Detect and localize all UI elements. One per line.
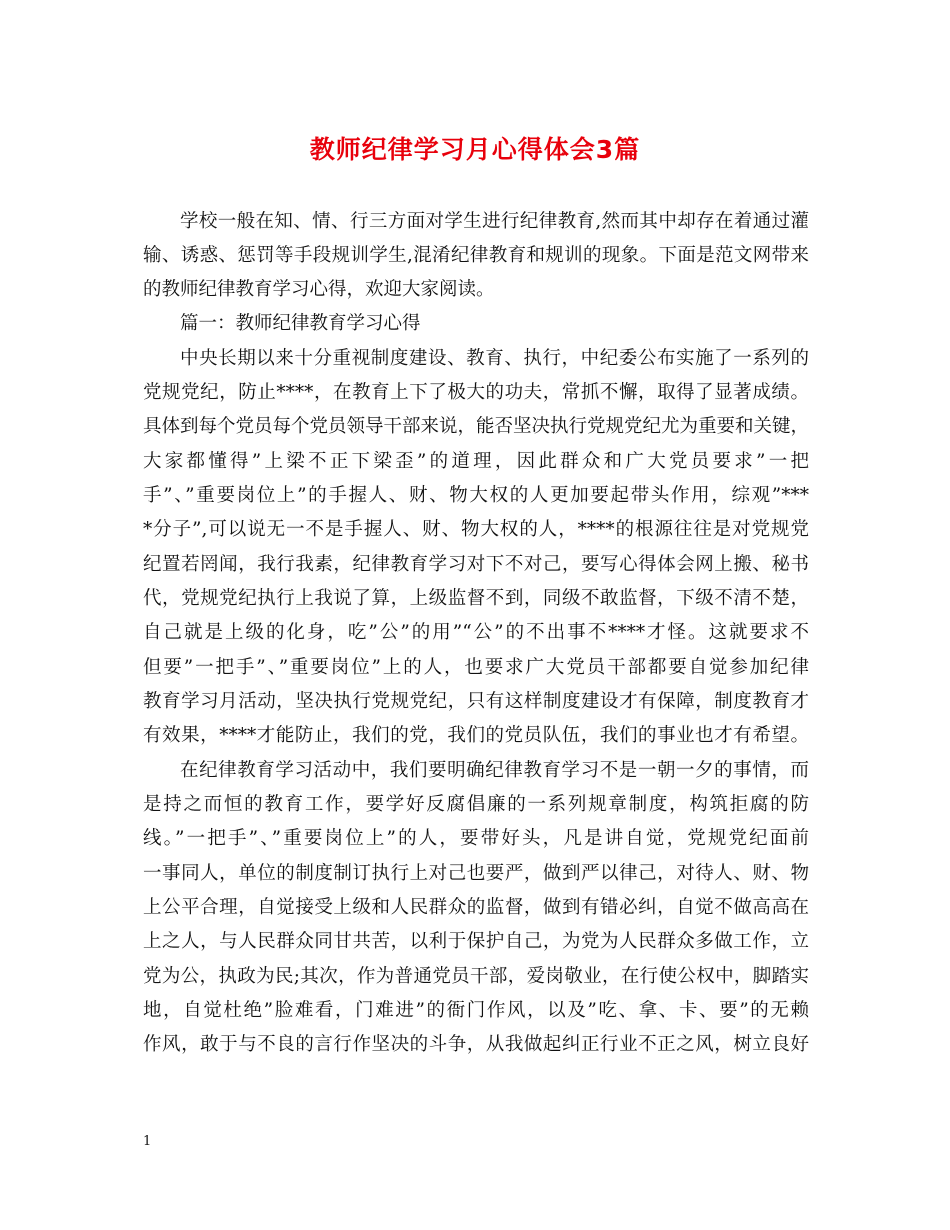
text-line: 输、诱惑、惩罚等手段规训学生,混淆纪律教育和规训的现象。下面是范文网带来 [143, 245, 809, 266]
section-heading: 篇一：教师纪律教育学习心得 [180, 313, 421, 334]
text-line: 地，自觉杜绝”脸难看，门难进”的衙门作风，以及”吃、拿、卡、要”的无赖 [143, 1000, 809, 1021]
text-line: 手”、”重要岗位上”的手握人、财、物大权的人更加要起带头作用，综观”*** [143, 485, 809, 506]
text-line: 纪置若罔闻，我行我素，纪律教育学习对下不对己，要写心得体会网上搬、秘书 [143, 554, 809, 575]
text-line: 教育学习月活动，坚决执行党规党纪，只有这样制度建设才有保障，制度教育才 [143, 691, 809, 712]
text-line: *分子”,可以说无一不是手握人、财、物大权的人，****的根源往往是对党规党 [143, 519, 809, 540]
text-line: 是持之而恒的教育工作，要学好反腐倡廉的一系列规章制度，构筑拒腐的防 [143, 794, 809, 815]
text-line: 自己就是上级的化身，吃”公”的用”“公”的不出事不****才怪。这就要求不 [143, 622, 809, 643]
text-line: 作风，敢于与不良的言行作坚决的斗争，从我做起纠正行业不正之风，树立良好 [143, 1034, 809, 1055]
text-line: 线。”一把手”、”重要岗位上”的人，要带好头，凡是讲自觉，党规党纪面前 [143, 828, 809, 849]
document-title: 教师纪律学习月心得体会3篇 [309, 135, 641, 164]
text-line: 上之人，与人民群众同甘共苦，以利于保护自己，为党为人民群众多做工作，立 [143, 931, 809, 952]
text-line: 代，党规党纪执行上我说了算，上级监督不到，同级不敢监督，下级不清不楚， [143, 588, 809, 609]
text-line: 中央长期以来十分重视制度建设、教育、执行，中纪委公布实施了一系列的 [180, 348, 809, 369]
text-line: 具体到每个党员每个党员领导干部来说，能否坚决执行党规党纪尤为重要和关键， [143, 416, 810, 437]
text-line: 但要”一把手”、”重要岗位”上的人，也要求广大党员干部都要自觉参加纪律 [143, 657, 809, 678]
text-line: 大家都懂得”上梁不正下梁歪”的道理，因此群众和广大党员要求”一把 [143, 451, 809, 472]
text-line: 党规党纪，防止****，在教育上下了极大的功夫，常抓不懈，取得了显著成绩。 [143, 382, 809, 403]
page-number: 1 [143, 1134, 152, 1149]
text-line: 学校一般在知、情、行三方面对学生进行纪律教育,然而其中却存在着通过灌 [180, 211, 809, 232]
text-line: 上公平合理，自觉接受上级和人民群众的监督，做到有错必纠，自觉不做高高在 [143, 897, 809, 918]
text-line: 的教师纪律教育学习心得，欢迎大家阅读。 [143, 279, 495, 300]
text-line: 党为公，执政为民;其次，作为普通党员干部，爱岗敬业，在行使公权中，脚踏实 [143, 966, 809, 987]
text-line: 在纪律教育学习活动中，我们要明确纪律教育学习不是一朝一夕的事情，而 [180, 760, 809, 781]
text-line: 有效果，****才能防止，我们的党，我们的党员队伍，我们的事业也才有希望。 [143, 725, 809, 746]
text-line: 一事同人，单位的制度制订执行上对己也要严，做到严以律己，对待人、财、物 [143, 863, 809, 884]
